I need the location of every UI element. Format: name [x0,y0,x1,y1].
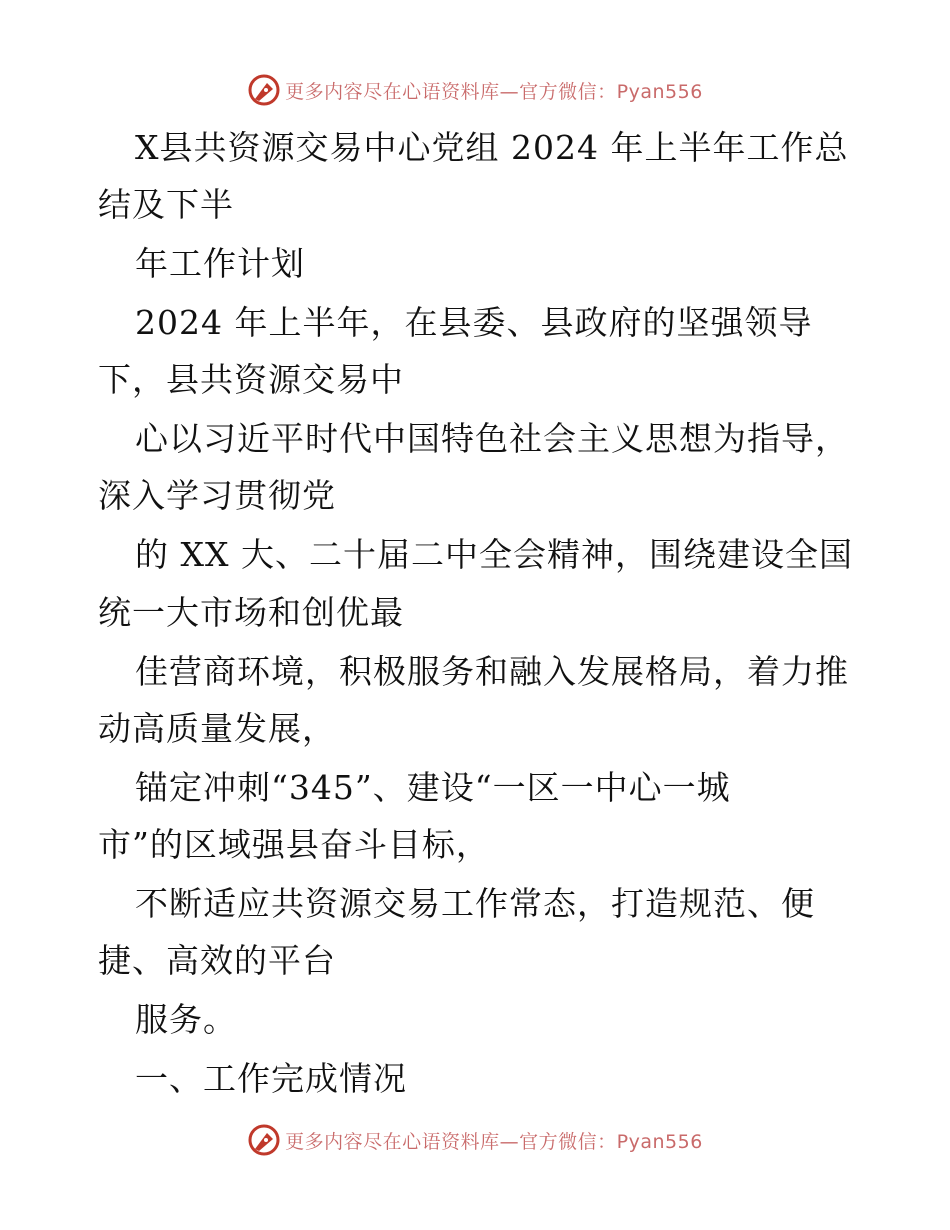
paragraph-line: 不断适应共资源交易工作常态，打造规范、便 [135,884,815,923]
paragraph-line: 2024 年上半年，在县委、县政府的坚强领导 [135,303,813,342]
paragraph-line: 服务。 [135,1000,237,1039]
paragraph-line: 动高质量发展， [98,709,336,748]
pen-nib-circle-icon [247,73,281,107]
pen-nib-circle-icon [247,1123,281,1157]
paragraph-line: 的 XX 大、二十届二中全会精神，围绕建设全国 [135,535,853,574]
paragraph-line: 锚定冲刺“345”、建设“一区一中心一城 [135,768,731,807]
watermark-text: 更多内容尽在心语资料库—官方微信：Pyan556 [285,1130,703,1153]
title-line-2: 结及下半 [98,185,234,224]
paragraph-line: 心以习近平时代中国特色社会主义思想为指导， [135,419,849,458]
paragraph-line: 市”的区域强县奋斗目标， [98,825,490,864]
paragraph-line: 深入学习贯彻党 [98,476,336,515]
watermark-text: 更多内容尽在心语资料库—官方微信：Pyan556 [285,80,703,103]
watermark-banner-bottom [0,1120,950,1160]
title-line-1: X县共资源交易中心党组 2024 年上半年工作总 [135,128,849,167]
watermark-banner-top [0,70,950,110]
paragraph-line: 统一大市场和创优最 [98,593,404,632]
paragraph-line: 捷、高效的平台 [98,941,336,980]
title-line-3: 年工作计划 [135,244,305,283]
paragraph-line: 佳营商环境，积极服务和融入发展格局，着力推 [135,652,849,691]
paragraph-line: 下，县共资源交易中 [98,360,404,399]
section-heading: 一、工作完成情况 [135,1059,407,1098]
